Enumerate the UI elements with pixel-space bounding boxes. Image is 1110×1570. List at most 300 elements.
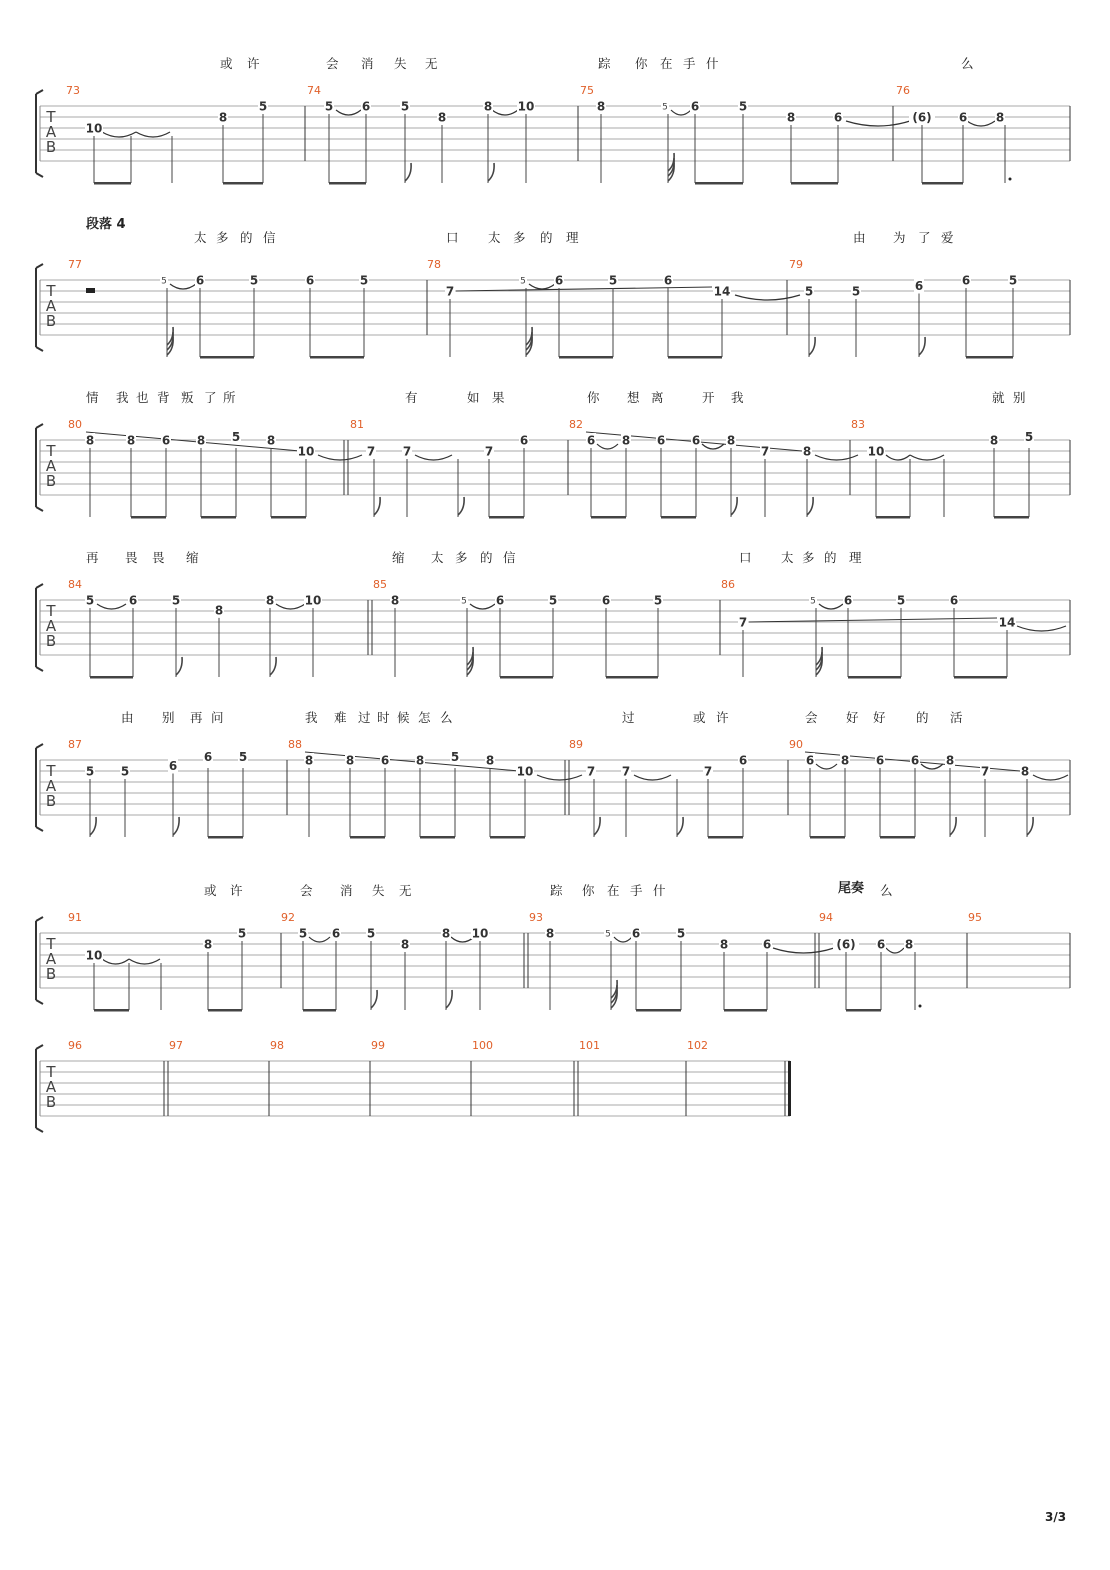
lyric-char: 多: [513, 230, 526, 245]
fret-number: 5: [85, 593, 95, 608]
rest: [86, 288, 95, 293]
lyric-char: 离: [651, 390, 664, 405]
lyric-char: 为: [893, 230, 906, 245]
note-beam: [636, 1009, 681, 1012]
note-beam: [490, 836, 525, 839]
tie: [537, 775, 582, 780]
note-flag: [270, 657, 276, 675]
measure-number: 97: [169, 1039, 183, 1052]
fret-number: 6: [601, 593, 611, 608]
note-beam: [208, 836, 243, 839]
tie: [886, 455, 910, 460]
lyric-char: 多: [216, 230, 229, 245]
fret-number: 6: [631, 926, 641, 941]
fret-number: 7: [586, 764, 596, 779]
lyric-char: 太: [781, 550, 794, 565]
tab-clef-letter: B: [45, 792, 57, 810]
measure-number: 99: [371, 1039, 385, 1052]
tab-clef-letter: B: [45, 965, 57, 983]
fret-number: 8: [214, 603, 224, 618]
fret-number: 10: [85, 121, 103, 136]
fret-number: 8: [840, 753, 850, 768]
lyric-char: 别: [162, 710, 175, 725]
lyric-char: 许: [247, 56, 260, 71]
tie: [910, 455, 944, 460]
fret-number: 6: [738, 753, 748, 768]
fret-number: 5: [896, 593, 906, 608]
measure-number: 84: [68, 578, 82, 591]
fret-number: 7: [703, 764, 713, 779]
fret-number: 5: [676, 926, 686, 941]
fret-number: 8: [400, 937, 410, 952]
fret-number: 6: [586, 433, 596, 448]
fret-number: 8: [802, 444, 812, 459]
tab-clef-letter: A: [45, 617, 57, 635]
final-barline: [788, 1061, 791, 1116]
lyric-char: 或: [220, 56, 233, 71]
tie: [634, 775, 671, 780]
lyric-char: 你: [587, 390, 600, 405]
lyric-char: 踪: [598, 56, 611, 71]
note-flag: [446, 990, 452, 1008]
lyric-char: 么: [961, 56, 974, 71]
measure-number: 77: [68, 258, 82, 271]
lyric-char: 太: [488, 230, 501, 245]
slide-line: [749, 618, 997, 622]
fret-number: 8: [726, 433, 736, 448]
measure-number: 88: [288, 738, 302, 751]
tab-clef-letter: T: [46, 762, 56, 780]
measure-number: 75: [580, 84, 594, 97]
tie: [773, 948, 834, 953]
fret-number: 8: [545, 926, 555, 941]
fret-number: 6: [663, 273, 673, 288]
fret-number: 6: [305, 273, 315, 288]
lyric-char: 或: [693, 710, 706, 725]
tie: [336, 110, 361, 115]
fret-number: 8: [945, 753, 955, 768]
note-beam: [791, 182, 838, 185]
lyric-char: 时: [377, 710, 390, 725]
tab-system: [36, 1039, 791, 1132]
note-beam: [208, 1009, 242, 1012]
note-beam: [876, 516, 910, 519]
fret-number: 6: [195, 273, 205, 288]
measure-number: 95: [968, 911, 982, 924]
lyric-char: 失: [394, 56, 407, 71]
note-flag: [807, 497, 813, 515]
note-beam: [668, 356, 722, 359]
lyric-char: 我: [116, 390, 129, 405]
tab-clef-letter: B: [45, 632, 57, 650]
note-flag: [1027, 817, 1033, 835]
lyric-char: 会: [326, 56, 339, 71]
note-beam: [201, 516, 236, 519]
lyric-char: 问: [211, 710, 224, 725]
fret-number: 5: [366, 926, 376, 941]
fret-number: 8: [265, 593, 275, 608]
note-beam: [350, 836, 385, 839]
fret-number: 8: [196, 433, 206, 448]
fret-number: 5: [238, 750, 248, 765]
fret-number: 10: [297, 444, 315, 459]
tie: [816, 764, 837, 769]
fret-number: 8: [218, 110, 228, 125]
lyric-char: 许: [716, 710, 729, 725]
fret-number: 6: [876, 937, 886, 952]
lyric-char: 所: [223, 390, 236, 405]
lyric-char: 了: [204, 390, 217, 405]
lyric-char: 再: [190, 710, 203, 725]
lyric-char: 我: [305, 710, 318, 725]
lyric-char: 无: [399, 883, 412, 898]
fret-number: 5: [120, 764, 130, 779]
fret-number: 8: [441, 926, 451, 941]
note-beam: [94, 182, 131, 185]
fret-number: 10: [304, 593, 322, 608]
fret-number: 7: [980, 764, 990, 779]
note-flag: [405, 163, 411, 181]
note-flag: [371, 990, 377, 1008]
fret-number: 8: [483, 99, 493, 114]
note-beam: [591, 516, 626, 519]
tie: [318, 455, 362, 460]
fret-number: 7: [738, 615, 748, 630]
note-beam: [131, 516, 166, 519]
tab-clef-letter: A: [45, 457, 57, 475]
note-beam: [559, 356, 613, 359]
fret-number: 5: [653, 593, 663, 608]
note-beam: [994, 516, 1029, 519]
fret-number: 10: [471, 926, 489, 941]
note-flag: [488, 163, 494, 181]
lyric-char: 了: [918, 230, 931, 245]
fret-number: 6: [690, 99, 700, 114]
fret-number: 5: [400, 99, 410, 114]
fret-number: 6: [203, 750, 213, 765]
measure-number: 101: [579, 1039, 600, 1052]
fret-number: 10: [85, 948, 103, 963]
tie: [597, 444, 618, 449]
tab-system: [36, 710, 1070, 839]
lyric-char: 什: [706, 56, 719, 71]
lyric-char: 由: [121, 710, 134, 725]
measure-number: 85: [373, 578, 387, 591]
fret-number: 8: [786, 110, 796, 125]
fret-number: 8: [415, 753, 425, 768]
fret-number: 5: [237, 926, 247, 941]
fret-number: 5: [231, 430, 241, 445]
fret-number: 6: [168, 759, 178, 773]
fret-number: 5: [1024, 430, 1034, 445]
measure-number: 91: [68, 911, 82, 924]
fret-number: 6: [949, 593, 959, 608]
measure-number: 98: [270, 1039, 284, 1052]
lyric-char: 口: [446, 230, 459, 245]
measure-number: 79: [789, 258, 803, 271]
fret-number: 6: [914, 279, 924, 293]
tie: [129, 959, 160, 964]
fret-number: 6: [805, 753, 815, 768]
fret-number: 6: [519, 433, 529, 448]
lyric-char: 的: [916, 710, 929, 725]
tie: [921, 764, 943, 769]
lyric-char: 由: [853, 230, 866, 245]
tab-clef-letter: A: [45, 297, 57, 315]
tab-clef-letter: T: [46, 1063, 56, 1081]
fret-number: 8: [995, 110, 1005, 125]
lyric-char: 候: [397, 710, 410, 725]
fret-number: 10: [516, 764, 534, 779]
page-number: 3/3: [1045, 1510, 1067, 1524]
lyric-char: 的: [540, 230, 553, 245]
fret-number: 5: [298, 926, 308, 941]
lyric-char: 或: [204, 883, 217, 898]
tab-clef-letter: A: [45, 777, 57, 795]
lyric-char: 会: [300, 883, 313, 898]
lyric-char: 情: [86, 390, 99, 405]
tab-clef-letter: A: [45, 123, 57, 141]
note-beam: [500, 676, 553, 679]
lyric-char: 消: [340, 883, 353, 898]
slide-line: [456, 287, 712, 291]
fret-number: 14: [713, 284, 731, 299]
lyric-char: 的: [480, 550, 493, 565]
tab-system: [36, 390, 1070, 519]
tie: [815, 455, 858, 460]
lyric-char: 好: [846, 710, 859, 725]
lyric-char: 过: [358, 710, 371, 725]
lyric-char: 缩: [186, 550, 199, 565]
lyric-char: 手: [683, 56, 696, 71]
fret-number: 7: [366, 444, 376, 459]
grace-fret-number: 5: [810, 596, 816, 607]
measure-number: 82: [569, 418, 583, 431]
note-flag: [176, 657, 182, 675]
fret-number: 6: [554, 273, 564, 288]
note-beam: [846, 1009, 881, 1012]
measure-number: 83: [851, 418, 865, 431]
dot: [919, 1005, 922, 1008]
note-flag: [677, 817, 683, 835]
fret-number: 6: [691, 433, 701, 448]
lyric-char: 我: [731, 390, 744, 405]
lyric-char: 你: [582, 883, 595, 898]
fret-number: 8: [485, 753, 495, 768]
note-beam: [90, 676, 133, 679]
tie: [470, 604, 495, 609]
note-flag: [731, 497, 737, 515]
fret-number: 8: [85, 433, 95, 448]
measure-number: 86: [721, 578, 735, 591]
fret-number: 6: [331, 926, 341, 941]
lyric-char: 你: [635, 56, 648, 71]
tab-clef-letter: B: [45, 472, 57, 490]
note-beam: [606, 676, 658, 679]
lyric-char: 理: [849, 550, 862, 565]
note-beam: [810, 836, 845, 839]
fret-number: 5: [851, 284, 861, 299]
fret-number: 6: [961, 273, 971, 288]
measure-number: 94: [819, 911, 833, 924]
lyric-char: 太: [431, 550, 444, 565]
lyric-char: 活: [950, 710, 963, 725]
lyric-char: 畏: [152, 550, 165, 565]
lyric-char: 信: [503, 550, 516, 565]
note-beam: [329, 182, 366, 185]
fret-number: 5: [1008, 273, 1018, 288]
note-flag: [374, 497, 380, 515]
measure-number: 78: [427, 258, 441, 271]
grace-fret-number: 5: [520, 276, 526, 287]
fret-number: 6: [380, 753, 390, 768]
measure-number: 90: [789, 738, 803, 751]
note-flag: [90, 817, 96, 835]
note-beam: [954, 676, 1007, 679]
lyric-char: 畏: [125, 550, 138, 565]
fret-number: 8: [390, 593, 400, 608]
measure-number: 80: [68, 418, 82, 431]
note-beam: [489, 516, 524, 519]
tab-system: [36, 880, 1070, 1012]
note-beam: [724, 1009, 767, 1012]
tie: [97, 604, 126, 609]
lyric-char: 果: [492, 390, 505, 405]
grace-fret-number: 5: [662, 102, 668, 113]
lyric-char: 多: [802, 550, 815, 565]
fret-number: 6: [843, 593, 853, 608]
fret-number: 8: [719, 937, 729, 952]
lyric-char: 想: [627, 390, 640, 405]
lyric-char: 许: [230, 883, 243, 898]
tie: [819, 604, 843, 609]
tie: [170, 284, 196, 289]
tie: [846, 121, 910, 126]
fret-number: 5: [548, 593, 558, 608]
fret-number: 6: [910, 753, 920, 768]
grace-fret-number: 5: [161, 276, 167, 287]
tab-clef-letter: A: [45, 950, 57, 968]
note-beam: [661, 516, 696, 519]
measure-number: 96: [68, 1039, 82, 1052]
fret-number: 8: [1020, 764, 1030, 779]
note-flag: [173, 817, 179, 835]
measure-number: 73: [66, 84, 80, 97]
lyric-char: 无: [425, 56, 438, 71]
fret-number: 8: [304, 753, 314, 768]
fret-number: 5: [450, 750, 460, 765]
lyric-char: 好: [873, 710, 886, 725]
fret-number: 6: [361, 99, 371, 114]
fret-number: 10: [867, 444, 885, 459]
note-beam: [708, 836, 743, 839]
lyric-char: 也: [136, 390, 149, 405]
lyric-char: 什: [653, 883, 666, 898]
lyric-char: 么: [440, 710, 453, 725]
fret-number: 8: [345, 753, 355, 768]
lyric-char: 消: [361, 56, 374, 71]
measure-number: 89: [569, 738, 583, 751]
grace-fret-number: 5: [605, 929, 611, 940]
note-beam: [223, 182, 263, 185]
fret-number: 5: [738, 99, 748, 114]
tie: [415, 455, 452, 460]
lyric-char: 踪: [550, 883, 563, 898]
tie: [671, 110, 691, 115]
lyric-char: 在: [607, 883, 620, 898]
lyric-char: 在: [660, 56, 673, 71]
fret-number: 8: [596, 99, 606, 114]
measure-number: 92: [281, 911, 295, 924]
lyric-char: 缩: [392, 550, 405, 565]
note-beam: [848, 676, 901, 679]
note-beam: [200, 356, 254, 359]
note-beam: [695, 182, 743, 185]
note-beam: [271, 516, 306, 519]
lyric-char: 背: [157, 390, 170, 405]
note-beam: [94, 1009, 129, 1012]
tab-clef-letter: B: [45, 1093, 57, 1111]
note-beam: [880, 836, 915, 839]
fret-number: 8: [126, 433, 136, 448]
tie: [492, 110, 518, 115]
measure-number: 81: [350, 418, 364, 431]
tie: [614, 937, 632, 942]
fret-number: 5: [324, 99, 334, 114]
fret-number: 8: [904, 937, 914, 952]
tab-clef-letter: B: [45, 138, 57, 156]
fret-number: 8: [437, 110, 447, 125]
fret-number: 8: [989, 433, 999, 448]
lyric-char: 有: [405, 390, 418, 405]
section-label: 尾奏: [838, 881, 865, 896]
dot: [1009, 178, 1012, 181]
fret-number: 7: [621, 764, 631, 779]
lyric-char: 的: [240, 230, 253, 245]
fret-number: 6: [833, 110, 843, 125]
fret-number: 5: [608, 273, 618, 288]
fret-number: 6: [875, 753, 885, 768]
lyric-char: 爱: [941, 230, 954, 245]
note-beam: [420, 836, 455, 839]
tab-clef-letter: T: [46, 282, 56, 300]
fret-number: 10: [517, 99, 535, 114]
fret-number: (6): [912, 110, 932, 125]
tie: [702, 444, 724, 449]
lyric-char: 叛: [181, 390, 194, 405]
lyric-char: 就: [992, 390, 1005, 405]
tie: [309, 937, 330, 942]
fret-number: 6: [762, 937, 772, 952]
tie: [102, 959, 129, 964]
fret-number: 7: [402, 444, 412, 459]
tie: [451, 937, 474, 942]
note-beam: [966, 356, 1013, 359]
grace-fret-number: 5: [461, 596, 467, 607]
fret-number: 5: [171, 593, 181, 608]
tie: [886, 948, 904, 953]
fret-number: 6: [161, 433, 171, 448]
fret-number: 5: [359, 273, 369, 288]
lyric-char: 多: [455, 550, 468, 565]
lyric-char: 太: [194, 230, 207, 245]
fret-number: 5: [258, 99, 268, 114]
note-flag: [919, 337, 925, 355]
tab-system: [36, 216, 1070, 359]
section-label: 段落 4: [86, 217, 126, 232]
lyric-char: 会: [805, 710, 818, 725]
tie: [276, 604, 305, 609]
